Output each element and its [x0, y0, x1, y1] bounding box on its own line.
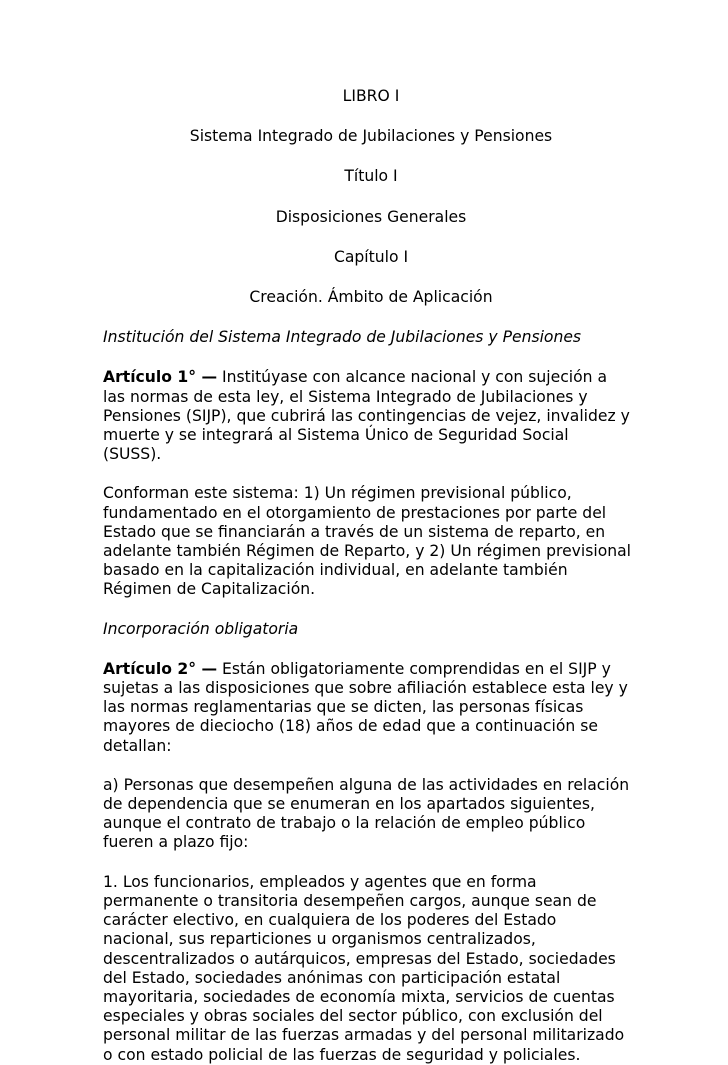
section2-heading: Incorporación obligatoria	[103, 619, 299, 638]
article-1-text: Institúyase con alcance nacional y con sujeción a las normas de esta ley, el Sistema Integrado de Jubilaciones y Pensiones (SIJP), que cubrirá las contingencias de vejez, invalidez y muerte y se integrará al Sistema Único de Seguridad Social (SUSS).	[103, 368, 630, 464]
system-heading: Sistema Integrado de Jubilaciones y Pensiones	[189, 127, 553, 146]
article-1-paragraph-2: Conforman este sistema: 1) Un régimen previsional público, fundamentado en el otorgamiento de prestaciones por parte del Estado que se financiarán a través de un sistema de reparto, en adelante también Régimen de Reparto, y 2) Un régimen previsional basado en la capitalización individual, en adelante también Régimen de Capitalización.	[103, 484, 632, 599]
article-1-paragraph	[103, 368, 631, 464]
title-name-heading: Disposiciones Generales	[275, 207, 467, 226]
document-page	[103, 87, 631, 1065]
chapter-name-heading: Creación. Ámbito de Aplicación	[249, 288, 493, 307]
article-2-text: Están obligatoriamente comprendidas en el SIJP y sujetas a las disposiciones que sobre afiliación establece esta ley y las normas reglamentarias que se dicten, las personas físicas mayores de dieciocho (18) años de edad que a continuación se detallan:	[103, 659, 628, 755]
chapter-heading: Capítulo I	[333, 247, 409, 266]
title-heading: Título I	[344, 167, 398, 186]
item-a-paragraph: a) Personas que desempeñen alguna de las actividades en relación de dependencia que se enumeran en los apartados siguientes, aunque el contrato de trabajo o la relación de empleo público fueren a plazo fijo:	[103, 775, 630, 852]
section1-heading: Institución del Sistema Integrado de Jubilaciones y Pensiones	[103, 328, 582, 347]
article-2-paragraph	[103, 660, 631, 756]
book-heading: LIBRO I	[342, 87, 400, 105]
item-1-paragraph: 1. Los funcionarios, empleados y agentes que en forma permanente o transitoria desempeñen cargos, aunque sean de carácter electivo, en cualquiera de los poderes del Estado nacional, sus reparticiones u organismos centralizados, descentralizados o autárquicos, empresas del Estado, sociedades del Estado, sociedades anónimas con participación estatal mayoritaria, sociedades de economía mixta, servicios de cuentas especiales y obras sociales del sector público, con exclusión del personal militar de las fuerzas armadas y del personal militarizado o con estado policial de las fuerzas de seguridad y policiales.	[103, 872, 625, 1064]
article-2-label: Artículo 2° —	[103, 659, 218, 678]
article-1-label: Artículo 1° —	[103, 368, 218, 387]
